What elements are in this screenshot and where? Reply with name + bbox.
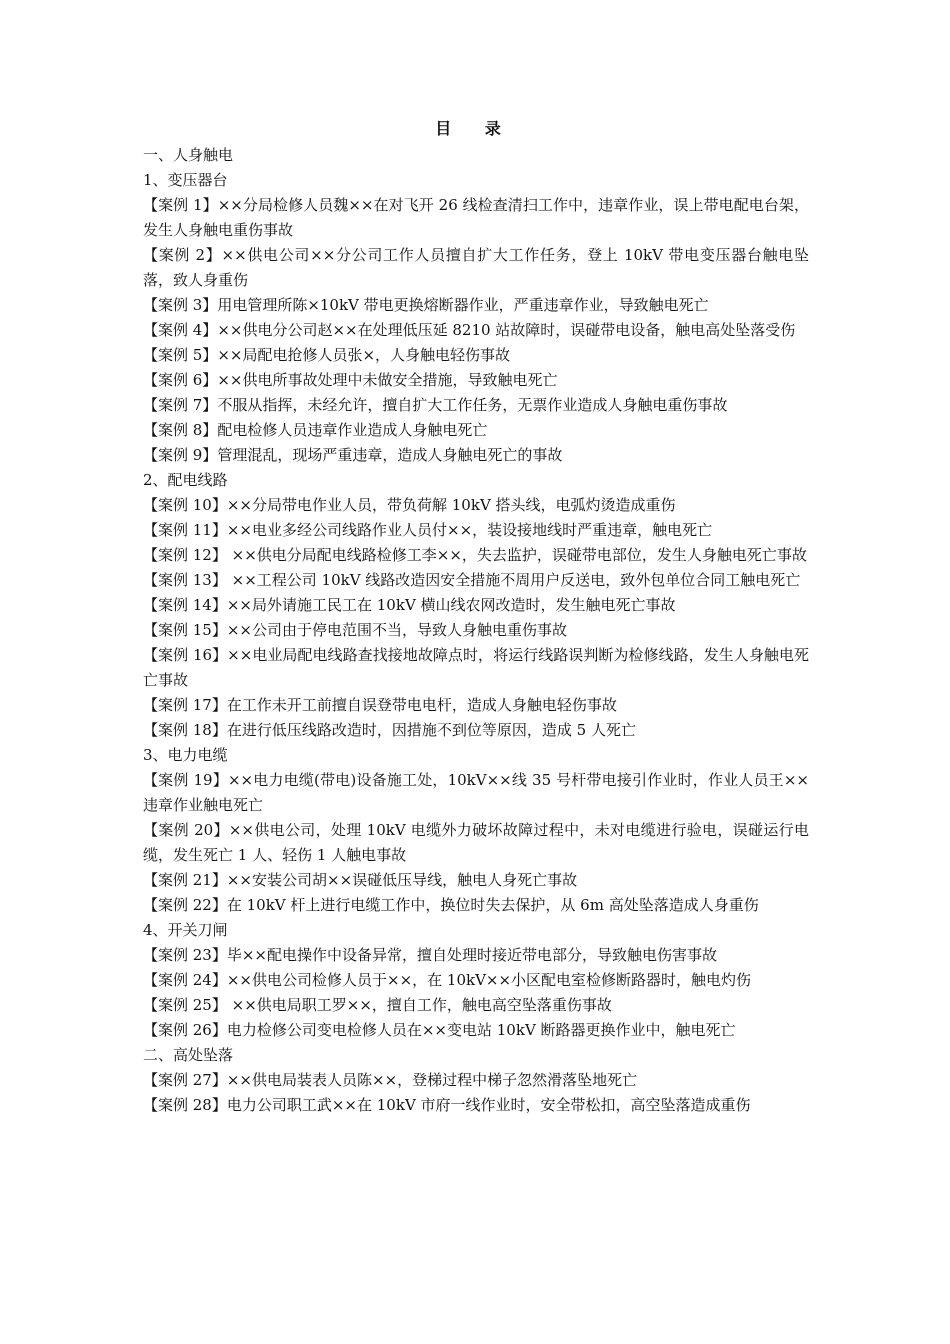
case-entry <box>143 318 809 343</box>
case-number: 【案例 17】 <box>143 696 227 714</box>
case-title: ××分局带电作业人员，带负荷解 10kV 搭头线，电弧灼烫造成重伤 <box>226 496 676 514</box>
case-entry <box>143 868 809 893</box>
case-title: ××电业局配电线路查找接地故障点时，将运行线路误判断为检修线路，发生人身触电死亡事故 <box>143 646 809 689</box>
case-title: 在工作未开工前擅自误登带电电杆，造成人身触电轻伤事故 <box>226 696 617 714</box>
case-number: 【案例 8】 <box>143 421 218 439</box>
case-entry <box>143 343 809 368</box>
case-title: ××电业多经公司线路作业人员付××，装设接地线时严重违章，触电死亡 <box>226 521 713 539</box>
section-heading: 二、高处坠落 <box>143 1046 234 1064</box>
case-entry <box>143 943 809 968</box>
case-entry <box>143 518 809 543</box>
case-number: 【案例 12】 <box>143 546 227 564</box>
case-number: 【案例 27】 <box>143 1071 227 1089</box>
case-number: 【案例 23】 <box>143 946 227 964</box>
case-title: ××供电局装表人员陈××，登梯过程中梯子忽然滑落坠地死亡 <box>226 1071 638 1089</box>
case-entry <box>143 543 809 568</box>
case-title: ××供电公司××分公司工作人员擅自扩大工作任务，登上 10kV 带电变压器台触电坠落，致人身重伤 <box>143 246 810 289</box>
case-entry <box>143 393 809 418</box>
case-entry <box>143 443 809 468</box>
case-title: ××供电公司检修人员于××，在 10kV××小区配电室检修断路器时，触电灼伤 <box>226 971 752 989</box>
case-entry <box>143 243 809 293</box>
case-title: 不服从指挥，未经允许，擅自扩大工作任务，无票作业造成人身触电重伤事故 <box>217 396 728 414</box>
section-heading: 3、电力电缆 <box>143 746 228 764</box>
case-title: ××供电局职工罗××，擅自工作，触电高空坠落重伤事故 <box>226 996 612 1014</box>
case-number: 【案例 11】 <box>143 521 227 539</box>
case-number: 【案例 24】 <box>143 971 227 989</box>
section-heading: 4、开关刀闸 <box>143 921 228 939</box>
case-number: 【案例 22】 <box>143 896 227 914</box>
case-entry <box>143 718 809 743</box>
case-title: ××公司由于停电范围不当，导致人身触电重伤事故 <box>226 621 567 639</box>
case-title: ××工程公司 10kV 线路改造因安全措施不周用户反送电，致外包单位合同工触电死亡 <box>226 571 801 589</box>
case-number: 【案例 7】 <box>143 396 218 414</box>
case-number: 【案例 15】 <box>143 621 227 639</box>
case-number: 【案例 6】 <box>143 371 218 389</box>
case-title: ××供电所事故处理中未做安全措施，导致触电死亡 <box>217 371 558 389</box>
case-title: 在进行低压线路改造时，因措施不到位等原因，造成 5 人死亡 <box>226 721 636 739</box>
case-number: 【案例 9】 <box>143 446 218 464</box>
case-number: 【案例 10】 <box>143 496 227 514</box>
case-title: 配电检修人员违章作业造成人身触电死亡 <box>217 421 488 439</box>
case-entry <box>143 768 809 818</box>
case-number: 【案例 2】 <box>143 246 222 264</box>
case-number: 【案例 14】 <box>143 596 227 614</box>
case-number: 【案例 5】 <box>143 346 218 364</box>
case-entry <box>143 693 809 718</box>
section-heading: 一、人身触电 <box>143 146 234 164</box>
case-entry <box>143 1018 809 1043</box>
case-number: 【案例 4】 <box>143 321 218 339</box>
case-entry <box>143 418 809 443</box>
case-title: ××安装公司胡××误碰低压导线，触电人身死亡事故 <box>226 871 578 889</box>
case-entry <box>143 293 809 318</box>
case-title: ××电力电缆(带电)设备施工处，10kV××线 35 号杆带电接引作业时，作业人员王××违章作业触电死亡 <box>143 771 809 814</box>
case-entry <box>143 618 809 643</box>
case-entry <box>143 568 809 593</box>
case-entry <box>143 368 809 393</box>
case-entry <box>143 593 809 618</box>
case-entry <box>143 1093 809 1118</box>
case-entry <box>143 968 809 993</box>
toc-list <box>143 143 809 1118</box>
case-number: 【案例 18】 <box>143 721 227 739</box>
case-number: 【案例 13】 <box>143 571 227 589</box>
case-title: ××供电公司，处理 10kV 电缆外力破坏故障过程中，未对电缆进行验电，误碰运行电缆，发生死亡 1 人、轻伤 1 人触电事故 <box>143 821 809 864</box>
case-title: ××供电分局配电线路检修工李××，失去监护，误碰带电部位，发生人身触电死亡事故 <box>226 546 807 564</box>
case-title: 用电管理所陈×10kV 带电更换熔断器作业，严重违章作业，导致触电死亡 <box>217 296 709 314</box>
case-number: 【案例 26】 <box>143 1021 227 1039</box>
case-title: ××局配电抢修人员张×，人身触电轻伤事故 <box>217 346 511 364</box>
case-number: 【案例 25】 <box>143 996 227 1014</box>
case-number: 【案例 1】 <box>143 196 218 214</box>
case-entry <box>143 193 809 243</box>
case-title: 毕××配电操作中设备异常，擅自处理时接近带电部分，导致触电伤害事故 <box>226 946 717 964</box>
case-entry <box>143 993 809 1018</box>
toc-title: 目 录 <box>435 119 515 138</box>
section-heading: 2、配电线路 <box>143 471 228 489</box>
case-entry <box>143 818 809 868</box>
case-entry <box>143 643 809 693</box>
case-title: ××供电分公司赵××在处理低压延 8210 站故障时，误碰带电设备，触电高处坠落受伤 <box>217 321 796 339</box>
case-title: 电力公司职工武××在 10kV 市府一线作业时，安全带松扣，高空坠落造成重伤 <box>226 1096 751 1114</box>
case-number: 【案例 21】 <box>143 871 227 889</box>
case-entry <box>143 493 809 518</box>
case-number: 【案例 3】 <box>143 296 218 314</box>
case-number: 【案例 19】 <box>143 771 228 789</box>
case-title: 管理混乱，现场严重违章，造成人身触电死亡的事故 <box>217 446 563 464</box>
case-title: 电力检修公司变电检修人员在××变电站 10kV 断路器更换作业中，触电死亡 <box>226 1021 736 1039</box>
case-number: 【案例 16】 <box>143 646 228 664</box>
case-number: 【案例 20】 <box>143 821 229 839</box>
case-title: ××局外请施工民工在 10kV 横山线农网改造时，发生触电死亡事故 <box>226 596 676 614</box>
case-number: 【案例 28】 <box>143 1096 227 1114</box>
case-title: ××分局检修人员魏××在对飞开 26 线检查清扫工作中，违章作业，误上带电配电台架，发生人身触电重伤事故 <box>143 196 809 239</box>
case-entry <box>143 1068 809 1093</box>
section-heading: 1、变压器台 <box>143 171 228 189</box>
case-title: 在 10kV 杆上进行电缆工作中，换位时失去保护，从 6m 高处坠落造成人身重伤 <box>226 896 759 914</box>
case-entry <box>143 893 809 918</box>
